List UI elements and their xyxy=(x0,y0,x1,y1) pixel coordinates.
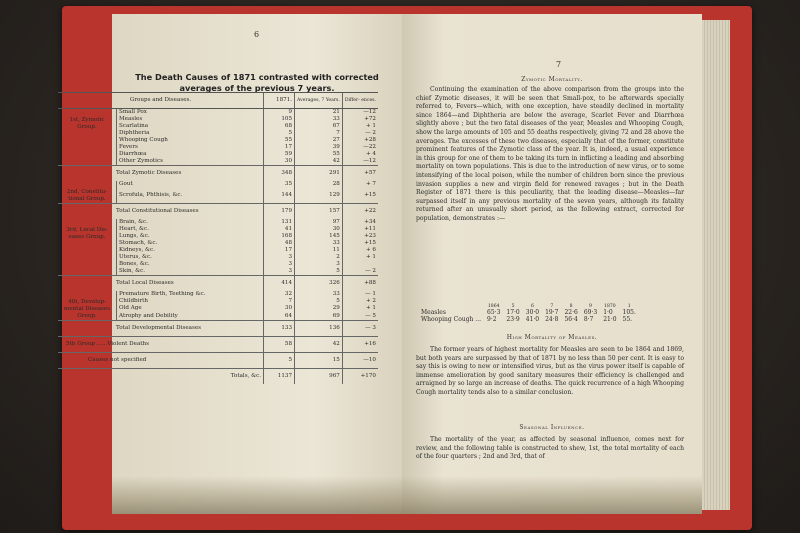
value-average: 2 xyxy=(295,254,343,261)
value-1871: 179 xyxy=(264,204,295,220)
extract-value: 22·6 xyxy=(564,309,578,316)
value-average: 15 xyxy=(295,353,343,369)
disease-label: Skin, &c. xyxy=(117,268,264,276)
disease-label: Diarrhœa xyxy=(117,151,264,158)
value-1871: 3 xyxy=(264,261,295,268)
value-difference: + 7 xyxy=(342,181,378,192)
value-difference: +11 xyxy=(342,226,378,233)
disease-label: Uterus, &c. xyxy=(117,254,264,261)
disease-label: Stomach, &c. xyxy=(117,240,264,247)
value-average: 29 xyxy=(295,305,343,312)
value-1871: 59 xyxy=(264,151,295,158)
value-difference: +16 xyxy=(342,337,378,353)
totals-row-label: Totals, &c. xyxy=(58,369,264,385)
extract-year: 1864 xyxy=(487,304,500,309)
page-edges xyxy=(702,20,730,510)
value-difference: +23 xyxy=(342,233,378,240)
total-label: Total Local Diseases xyxy=(58,276,264,292)
total-label: Total Developmental Diseases xyxy=(58,321,264,337)
table-row xyxy=(58,291,378,298)
page-number-left: 6 xyxy=(254,30,260,39)
heading-high-mortality: High Mortality of Measles. xyxy=(506,334,598,341)
table-title xyxy=(112,72,402,94)
disease-label: Bones, &c. xyxy=(117,261,264,268)
value-1871: 3 xyxy=(264,268,295,276)
extract-value: 23·9 xyxy=(506,316,520,323)
table-title-line: The Death Causes of 1871 contrasted with corrected xyxy=(135,72,379,82)
page-stain xyxy=(402,476,702,514)
value-difference: +88 xyxy=(342,276,378,292)
extract-value: 69·3 xyxy=(583,309,598,316)
value-1871: 64 xyxy=(264,313,295,321)
value-average: 5 xyxy=(295,298,343,305)
extract-value: 24·8 xyxy=(545,316,559,323)
value-1871: 144 xyxy=(264,192,295,204)
disease-label: Diphtheria xyxy=(117,130,264,137)
extract-year: 1870 xyxy=(604,304,616,309)
extract-value: 17·0 xyxy=(506,309,520,316)
disease-label: Old Age xyxy=(117,305,264,312)
value-difference: +15 xyxy=(342,192,378,204)
disease-label: Premature Birth, Teething &c. xyxy=(117,291,264,298)
value-average: 33 xyxy=(295,291,343,298)
total-label: Total Zymotic Diseases xyxy=(58,166,264,182)
value-1871: 41 xyxy=(264,226,295,233)
value-1871: 48 xyxy=(264,240,295,247)
total-row xyxy=(58,321,378,337)
death-causes-table xyxy=(58,92,378,384)
value-difference: —10 xyxy=(342,353,378,369)
paragraph: Continuing the examination of the above comparison from the groups into the chief Zymotic diseases, it will be seen that Small-pox, to be afterwards specially referred to, Fevers—which, with one exception, have steadily declined in mortality since 1864—and Diphtheria are below the average, Scarlet Fever and Diarrhœa slightly above ; but the two fatal diseases of the year, Measles and Whooping Cough, show the large amounts of 105 and 55 deaths respectively, giving 72 and 28 above the averages. The excesses of these two diseases, especially that of the former, constitute prominent features of the Zymotic class of the year. It is, indeed, a usual experience in this group for one of them to be taking its turn in inflicting a leading and absorbing mortality on town populations. This is due to the introduction of new virus, or to some intensifying of the local poison, while the number of children born since the previous invasion supplies a new and virgin field for renewed ravages ; but in the Death Register of 1871 there is this peculiarity, that the leading disease—Measles—far surpassed itself in any previous mortality of the seven years, although its fatality returned after an unusually short period, as the following extract, corrected for population, demonstrates :— xyxy=(416,86,684,222)
disease-label: Small Pox xyxy=(117,109,264,117)
value-difference: +170 xyxy=(342,369,378,385)
unspecified-row-label: Causes not specified xyxy=(58,353,264,369)
total-row xyxy=(58,166,378,182)
disease-label: Gout xyxy=(117,181,264,192)
value-difference: — 3 xyxy=(342,321,378,337)
header-averages: Averages, 7 Years. xyxy=(295,93,343,109)
page-number-right: 7 xyxy=(556,60,562,69)
value-difference: —12 xyxy=(342,109,378,117)
disease-label: Fevers xyxy=(117,144,264,151)
extract-value: 8·7 xyxy=(583,316,594,323)
heading-zymotic-mortality: Zymotic Mortality. xyxy=(521,76,583,83)
value-average: 291 xyxy=(295,166,343,182)
disease-label: Other Zymotics xyxy=(117,158,264,166)
table-row xyxy=(58,219,378,226)
value-difference: —22 xyxy=(342,144,378,151)
value-average: 145 xyxy=(295,233,343,240)
value-1871: 32 xyxy=(264,291,295,298)
table-title-line: averages of the previous 7 years. xyxy=(179,83,335,93)
value-1871: 9 xyxy=(264,109,295,117)
value-1871: 168 xyxy=(264,233,295,240)
paragraph: The former years of highest mortality for Measles are seen to be 1864 and 1869, but both years are surpassed by that of 1871 by no less than 50 per cent. It is easy to say this is owing to new or intensified virus, but as the virus power itself is capable of immense amelioration by good sanitary measures their efficiency is challenged and arraigned by so large an increase of deaths. The quick recurrence of a high Whooping Cough mortality tends also to a similar conclusion. xyxy=(416,346,684,396)
header-1871: 1871. xyxy=(264,93,295,109)
disease-label: Scrofula, Phthisis, &c. xyxy=(117,192,264,204)
value-1871: 35 xyxy=(264,181,295,192)
value-difference: +72 xyxy=(342,116,378,123)
extract-value: 55. xyxy=(622,316,633,323)
disease-label: Brain, &c. xyxy=(117,219,264,226)
value-average: 7 xyxy=(295,130,343,137)
extract-year: 9 xyxy=(589,304,592,309)
page-stain xyxy=(112,476,402,514)
value-1871: 55 xyxy=(264,137,295,144)
table-row xyxy=(58,181,378,192)
value-difference: +22 xyxy=(342,204,378,220)
value-average: 30 xyxy=(295,226,343,233)
extract-year: 6 xyxy=(530,304,534,309)
value-1871: 58 xyxy=(264,337,295,353)
total-row xyxy=(58,204,378,220)
extract-year: 8 xyxy=(569,304,573,309)
value-average: 33 xyxy=(295,240,343,247)
value-difference: +15 xyxy=(342,240,378,247)
value-1871: 17 xyxy=(264,144,295,151)
value-average: 21 xyxy=(295,109,343,117)
value-difference: — 2 xyxy=(342,130,378,137)
value-1871: 131 xyxy=(264,219,295,226)
value-1871: 30 xyxy=(264,305,295,312)
value-difference: + 1 xyxy=(342,305,378,312)
group-label: 4th, Develop- mental Diseases Group. xyxy=(63,299,111,319)
value-average: 97 xyxy=(295,219,343,226)
disease-label: Childbirth xyxy=(117,298,264,305)
header-differences: Differ- ences. xyxy=(342,93,378,109)
value-average: 157 xyxy=(295,204,343,220)
value-difference: +57 xyxy=(342,166,378,182)
violent-row xyxy=(58,337,378,353)
group-label: 3rd, Local Dis- eases Group. xyxy=(66,227,108,240)
value-1871: 17 xyxy=(264,247,295,254)
disease-label: Whooping Cough xyxy=(117,137,264,144)
value-average: 42 xyxy=(295,337,343,353)
extract-value: 56·4 xyxy=(564,316,578,323)
value-1871: 348 xyxy=(264,166,295,182)
value-difference: +28 xyxy=(342,137,378,144)
extract-year: 7 xyxy=(550,304,554,309)
extract-value: 41·0 xyxy=(525,316,540,323)
value-1871: 1137 xyxy=(264,369,295,385)
paragraph: The mortality of the year, as affected by seasonal influence, comes next for review, and the following table is constructed to shew, 1st, the total mortality of each of the four quarters ; 2nd and 3rd, that of xyxy=(416,436,684,461)
value-1871: 3 xyxy=(264,254,295,261)
value-average: 28 xyxy=(295,181,343,192)
value-difference xyxy=(342,261,378,268)
value-difference: +34 xyxy=(342,219,378,226)
value-difference: + 2 xyxy=(342,298,378,305)
disease-label: Lungs, &c. xyxy=(117,233,264,240)
value-difference: + 4 xyxy=(342,151,378,158)
value-average: 69 xyxy=(295,313,343,321)
value-average: 42 xyxy=(295,158,343,166)
extract-value: 9·2 xyxy=(487,316,497,323)
value-average: 5 xyxy=(295,268,343,276)
extract-row-label: Measles xyxy=(421,309,446,316)
disease-label: Scarlatina xyxy=(117,123,264,130)
unspecified-row xyxy=(58,353,378,369)
total-label: Total Constitutional Diseases xyxy=(58,204,264,220)
value-average: 67 xyxy=(295,123,343,130)
extract-year: 1 xyxy=(627,304,631,309)
header-groups: Groups and Diseases. xyxy=(58,93,264,109)
extract-value: 30·0 xyxy=(525,309,540,316)
total-row xyxy=(58,276,378,292)
value-1871: 414 xyxy=(264,276,295,292)
value-average: 129 xyxy=(295,192,343,204)
value-average: 39 xyxy=(295,144,343,151)
extract-value: 65·3 xyxy=(487,309,501,316)
extract-value: 19·7 xyxy=(545,309,559,316)
disease-label: Atrophy and Debility xyxy=(117,313,264,321)
value-average: 326 xyxy=(295,276,343,292)
value-1871: 133 xyxy=(264,321,295,337)
value-difference: + 1 xyxy=(342,254,378,261)
extract-row-label: Whooping Cough ... xyxy=(421,316,482,323)
value-average: 967 xyxy=(295,369,343,385)
value-average: 3 xyxy=(295,261,343,268)
value-1871: 30 xyxy=(264,158,295,166)
value-average: 27 xyxy=(295,137,343,144)
extract-value: 21·0 xyxy=(603,316,617,323)
disease-label: Heart, &c. xyxy=(117,226,264,233)
value-difference: + 1 xyxy=(342,123,378,130)
value-average: 11 xyxy=(295,247,343,254)
value-difference: —12 xyxy=(342,158,378,166)
disease-label: Measles xyxy=(117,116,264,123)
value-difference: — 5 xyxy=(342,313,378,321)
disease-label: Kidneys, &c. xyxy=(117,247,264,254)
value-difference: + 6 xyxy=(342,247,378,254)
table-row xyxy=(58,109,378,117)
extract-value: 105. xyxy=(622,309,636,316)
value-difference: — 1 xyxy=(342,291,378,298)
value-1871: 5 xyxy=(264,130,295,137)
extract-year: 5 xyxy=(511,304,515,309)
value-1871: 7 xyxy=(264,298,295,305)
heading-seasonal-influence: Seasonal Influence. xyxy=(519,424,585,431)
value-1871: 5 xyxy=(264,353,295,369)
extract-value: 1·0 xyxy=(603,309,613,316)
group-label: 1st, Zymotic Group. xyxy=(69,117,105,130)
group-label: 2nd, Constitu- tional Group. xyxy=(66,189,108,202)
value-1871: 105 xyxy=(264,116,295,123)
value-average: 33 xyxy=(295,116,343,123)
value-average: 136 xyxy=(295,321,343,337)
value-average: 55 xyxy=(295,151,343,158)
totals-row xyxy=(58,369,378,385)
value-1871: 68 xyxy=(264,123,295,130)
measles-extract-table xyxy=(418,304,639,323)
violent-row-label: 5th Group ......Violent Deaths xyxy=(58,337,264,353)
value-difference: — 2 xyxy=(342,268,378,276)
